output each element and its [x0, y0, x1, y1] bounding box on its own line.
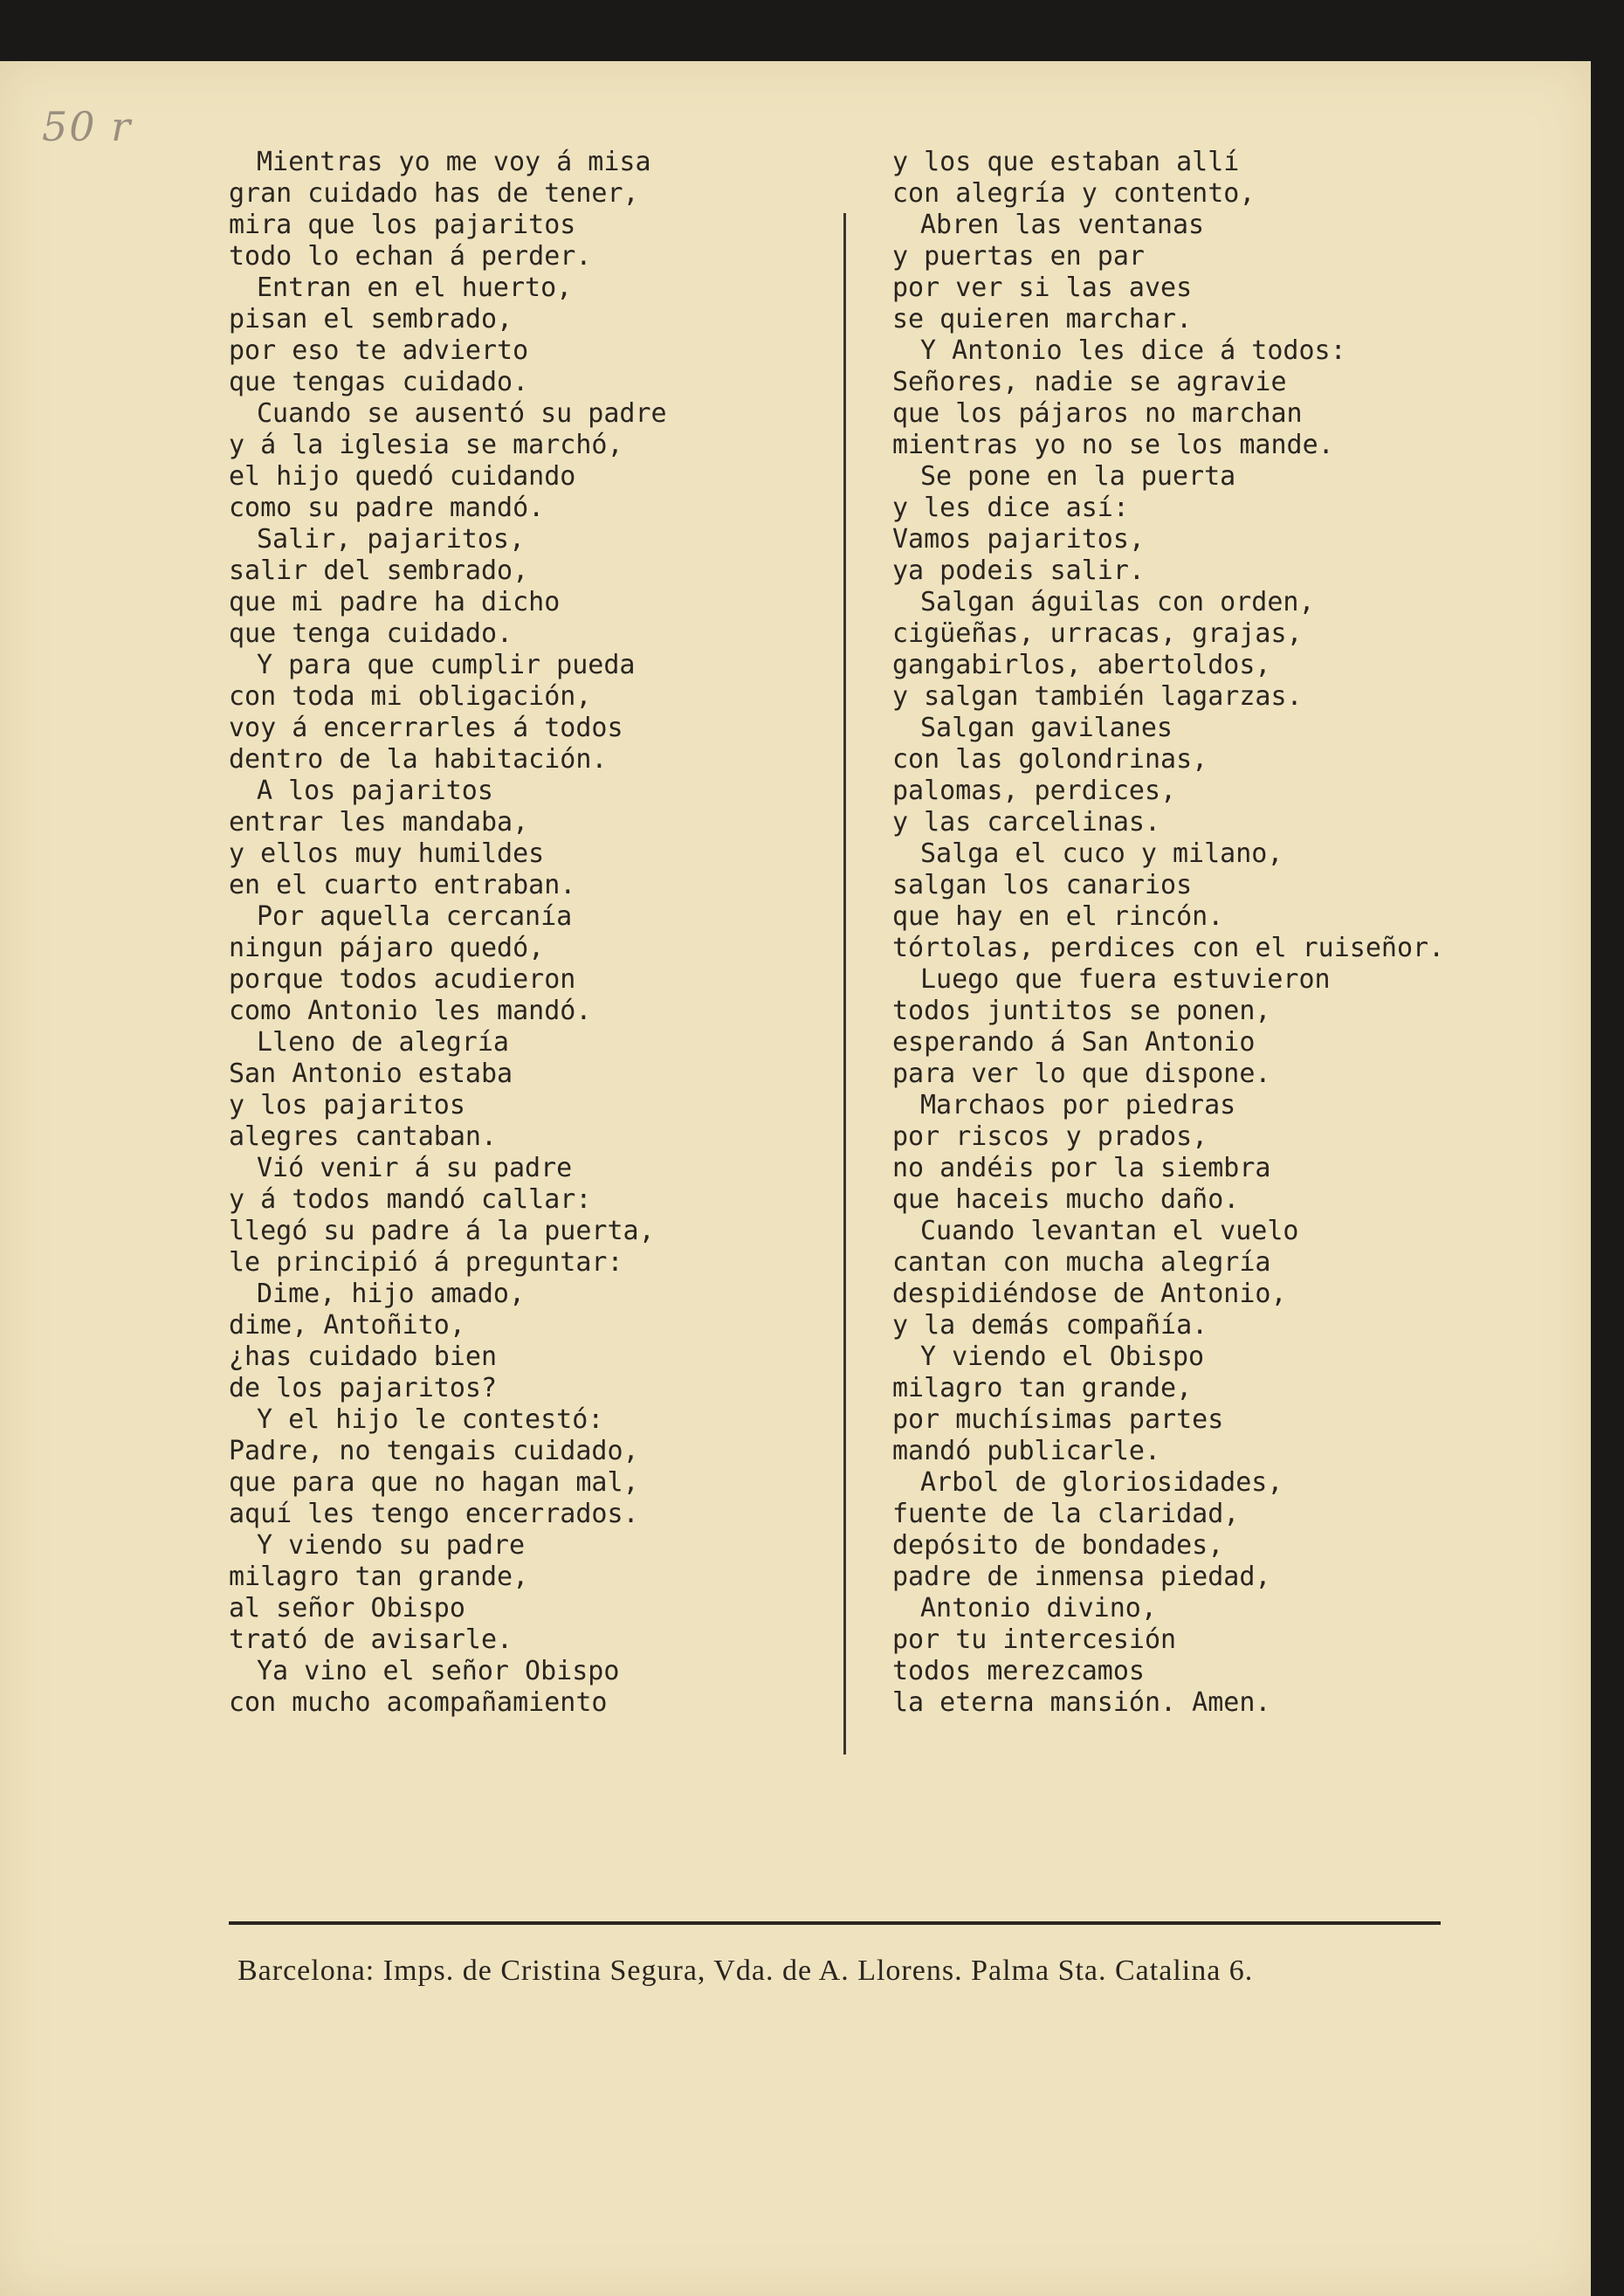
- verse-line: Padre, no tengais cuidado,: [229, 1436, 639, 1466]
- verse-line: que tengas cuidado.: [229, 367, 529, 397]
- verse-line: no andéis por la siembra: [892, 1153, 1271, 1183]
- verse-line: todo lo echan á perder.: [229, 241, 592, 272]
- verse-line: y la demás compañía.: [892, 1310, 1208, 1341]
- verse-line: alegres cantaban.: [229, 1121, 498, 1152]
- poem-right-column: [892, 147, 1444, 1719]
- verse-line: Mientras yo me voy á misa: [257, 147, 651, 177]
- verse-line: que para que no hagan mal,: [229, 1467, 639, 1498]
- verse-line: el hijo quedó cuidando: [229, 461, 576, 492]
- verse-line: con alegría y contento,: [892, 178, 1256, 209]
- verse-line: entrar les mandaba,: [229, 807, 529, 838]
- verse-line: para ver lo que dispone.: [892, 1058, 1271, 1089]
- scan-right-border: [1591, 52, 1624, 2296]
- verse-line: que los pájaros no marchan: [892, 398, 1303, 429]
- verse-line: que hay en el rincón.: [892, 901, 1224, 932]
- verse-line: la eterna mansión. Amen.: [892, 1687, 1271, 1718]
- verse-line: Luego que fuera estuvieron: [920, 964, 1331, 995]
- verse-line: ningun pájaro quedó,: [229, 933, 545, 963]
- verse-line: Marchaos por piedras: [920, 1090, 1236, 1120]
- verse-line: Salgan gavilanes: [920, 713, 1173, 743]
- verse-line: salgan los canarios: [892, 870, 1193, 900]
- verse-line: llegó su padre á la puerta,: [229, 1216, 655, 1246]
- verse-line: que mi padre ha dicho: [229, 587, 561, 617]
- verse-line: dentro de la habitación.: [229, 744, 608, 775]
- verse-line: con las golondrinas,: [892, 744, 1208, 775]
- verse-line: que tenga cuidado.: [229, 618, 513, 649]
- verse-line: milagro tan grande,: [892, 1373, 1193, 1403]
- verse-line: salir del sembrado,: [229, 555, 529, 586]
- verse-line: Salgan águilas con orden,: [920, 587, 1315, 617]
- verse-line: gran cuidado has de tener,: [229, 178, 639, 209]
- verse-line: Señores, nadie se agravie: [892, 367, 1287, 397]
- verse-line: por riscos y prados,: [892, 1121, 1208, 1152]
- verse-line: padre de inmensa piedad,: [892, 1562, 1271, 1592]
- verse-line: de los pajaritos?: [229, 1373, 498, 1403]
- verse-line: cigüeñas, urracas, grajas,: [892, 618, 1303, 649]
- verse-line: y los pajaritos: [229, 1090, 465, 1120]
- verse-line: A los pajaritos: [257, 776, 493, 806]
- verse-line: tórtolas, perdices con el ruiseñor.: [892, 933, 1445, 963]
- verse-line: Salga el cuco y milano,: [920, 838, 1283, 869]
- verse-line: todos merezcamos: [892, 1656, 1145, 1686]
- verse-line: esperando á San Antonio: [892, 1027, 1256, 1058]
- verse-line: y salgan también lagarzas.: [892, 681, 1303, 712]
- verse-line: Y el hijo le contestó:: [257, 1404, 604, 1435]
- verse-line: todos juntitos se ponen,: [892, 996, 1271, 1026]
- verse-line: se quieren marchar.: [892, 304, 1193, 334]
- poem-left-column: [229, 147, 667, 1719]
- verse-line: y puertas en par: [892, 241, 1145, 272]
- verse-line: por tu intercesión: [892, 1624, 1177, 1655]
- verse-line: y á la iglesia se marchó,: [229, 430, 623, 460]
- verse-line: por eso te advierto: [229, 335, 529, 366]
- verse-line: Abren las ventanas: [920, 210, 1205, 240]
- column-divider: [843, 213, 846, 1755]
- verse-line: le principió á preguntar:: [229, 1247, 623, 1278]
- verse-line: ¿has cuidado bien: [229, 1341, 498, 1372]
- verse-line: milagro tan grande,: [229, 1562, 529, 1592]
- verse-line: Lleno de alegría: [257, 1027, 509, 1058]
- verse-line: Y viendo su padre: [257, 1530, 526, 1561]
- verse-line: en el cuarto entraban.: [229, 870, 576, 900]
- verse-line: Vió venir á su padre: [257, 1153, 573, 1183]
- footer-rule: [229, 1921, 1441, 1925]
- verse-line: por muchísimas partes: [892, 1404, 1224, 1435]
- verse-line: ya podeis salir.: [892, 555, 1145, 586]
- verse-line: Cuando se ausentó su padre: [257, 398, 667, 429]
- verse-line: pisan el sembrado,: [229, 304, 513, 334]
- verse-line: Y para que cumplir pueda: [257, 650, 636, 680]
- verse-line: Y viendo el Obispo: [920, 1341, 1205, 1372]
- verse-line: Por aquella cercanía: [257, 901, 573, 932]
- verse-line: mandó publicarle.: [892, 1436, 1161, 1466]
- verse-line: con toda mi obligación,: [229, 681, 592, 712]
- verse-line: mira que los pajaritos: [229, 210, 576, 240]
- verse-line: y ellos muy humildes: [229, 838, 545, 869]
- verse-line: San Antonio estaba: [229, 1058, 513, 1089]
- verse-line: como Antonio les mandó.: [229, 996, 592, 1026]
- verse-line: Dime, hijo amado,: [257, 1279, 526, 1309]
- verse-line: voy á encerrarles á todos: [229, 713, 623, 743]
- verse-line: dime, Antoñito,: [229, 1310, 465, 1341]
- verse-line: que haceis mucho daño.: [892, 1184, 1240, 1215]
- verse-line: porque todos acudieron: [229, 964, 576, 995]
- verse-line: Arbol de gloriosidades,: [920, 1467, 1283, 1498]
- verse-line: al señor Obispo: [229, 1593, 465, 1624]
- verse-line: palomas, perdices,: [892, 776, 1177, 806]
- verse-line: Se pone en la puerta: [920, 461, 1236, 492]
- verse-line: despidiéndose de Antonio,: [892, 1279, 1287, 1309]
- scan-top-border: [0, 0, 1624, 63]
- verse-line: depósito de bondades,: [892, 1530, 1224, 1561]
- verse-line: aquí les tengo encerrados.: [229, 1499, 639, 1529]
- verse-line: Salir, pajaritos,: [257, 524, 526, 555]
- verse-line: y los que estaban allí: [892, 147, 1240, 177]
- verse-line: mientras yo no se los mande.: [892, 430, 1334, 460]
- verse-line: Antonio divino,: [920, 1593, 1157, 1624]
- verse-line: como su padre mandó.: [229, 493, 545, 523]
- verse-line: Y Antonio les dice á todos:: [920, 335, 1346, 366]
- verse-line: por ver si las aves: [892, 272, 1193, 303]
- verse-line: Cuando levantan el vuelo: [920, 1216, 1299, 1246]
- verse-line: gangabirlos, abertoldos,: [892, 650, 1271, 680]
- verse-line: y les dice así:: [892, 493, 1129, 523]
- verse-line: y á todos mandó callar:: [229, 1184, 592, 1215]
- printer-imprint: Barcelona: Imps. de Cristina Segura, Vda. de A. Llorens. Palma Sta. Catalina 6.: [237, 1955, 1254, 1987]
- verse-line: Entran en el huerto,: [257, 272, 573, 303]
- verse-line: cantan con mucha alegría: [892, 1247, 1271, 1278]
- verse-line: fuente de la claridad,: [892, 1499, 1240, 1529]
- verse-line: y las carcelinas.: [892, 807, 1161, 838]
- verse-line: con mucho acompañamiento: [229, 1687, 608, 1718]
- verse-line: Vamos pajaritos,: [892, 524, 1145, 555]
- verse-line: trató de avisarle.: [229, 1624, 513, 1655]
- folio-number: 50 r: [42, 103, 133, 150]
- verse-line: Ya vino el señor Obispo: [257, 1656, 620, 1686]
